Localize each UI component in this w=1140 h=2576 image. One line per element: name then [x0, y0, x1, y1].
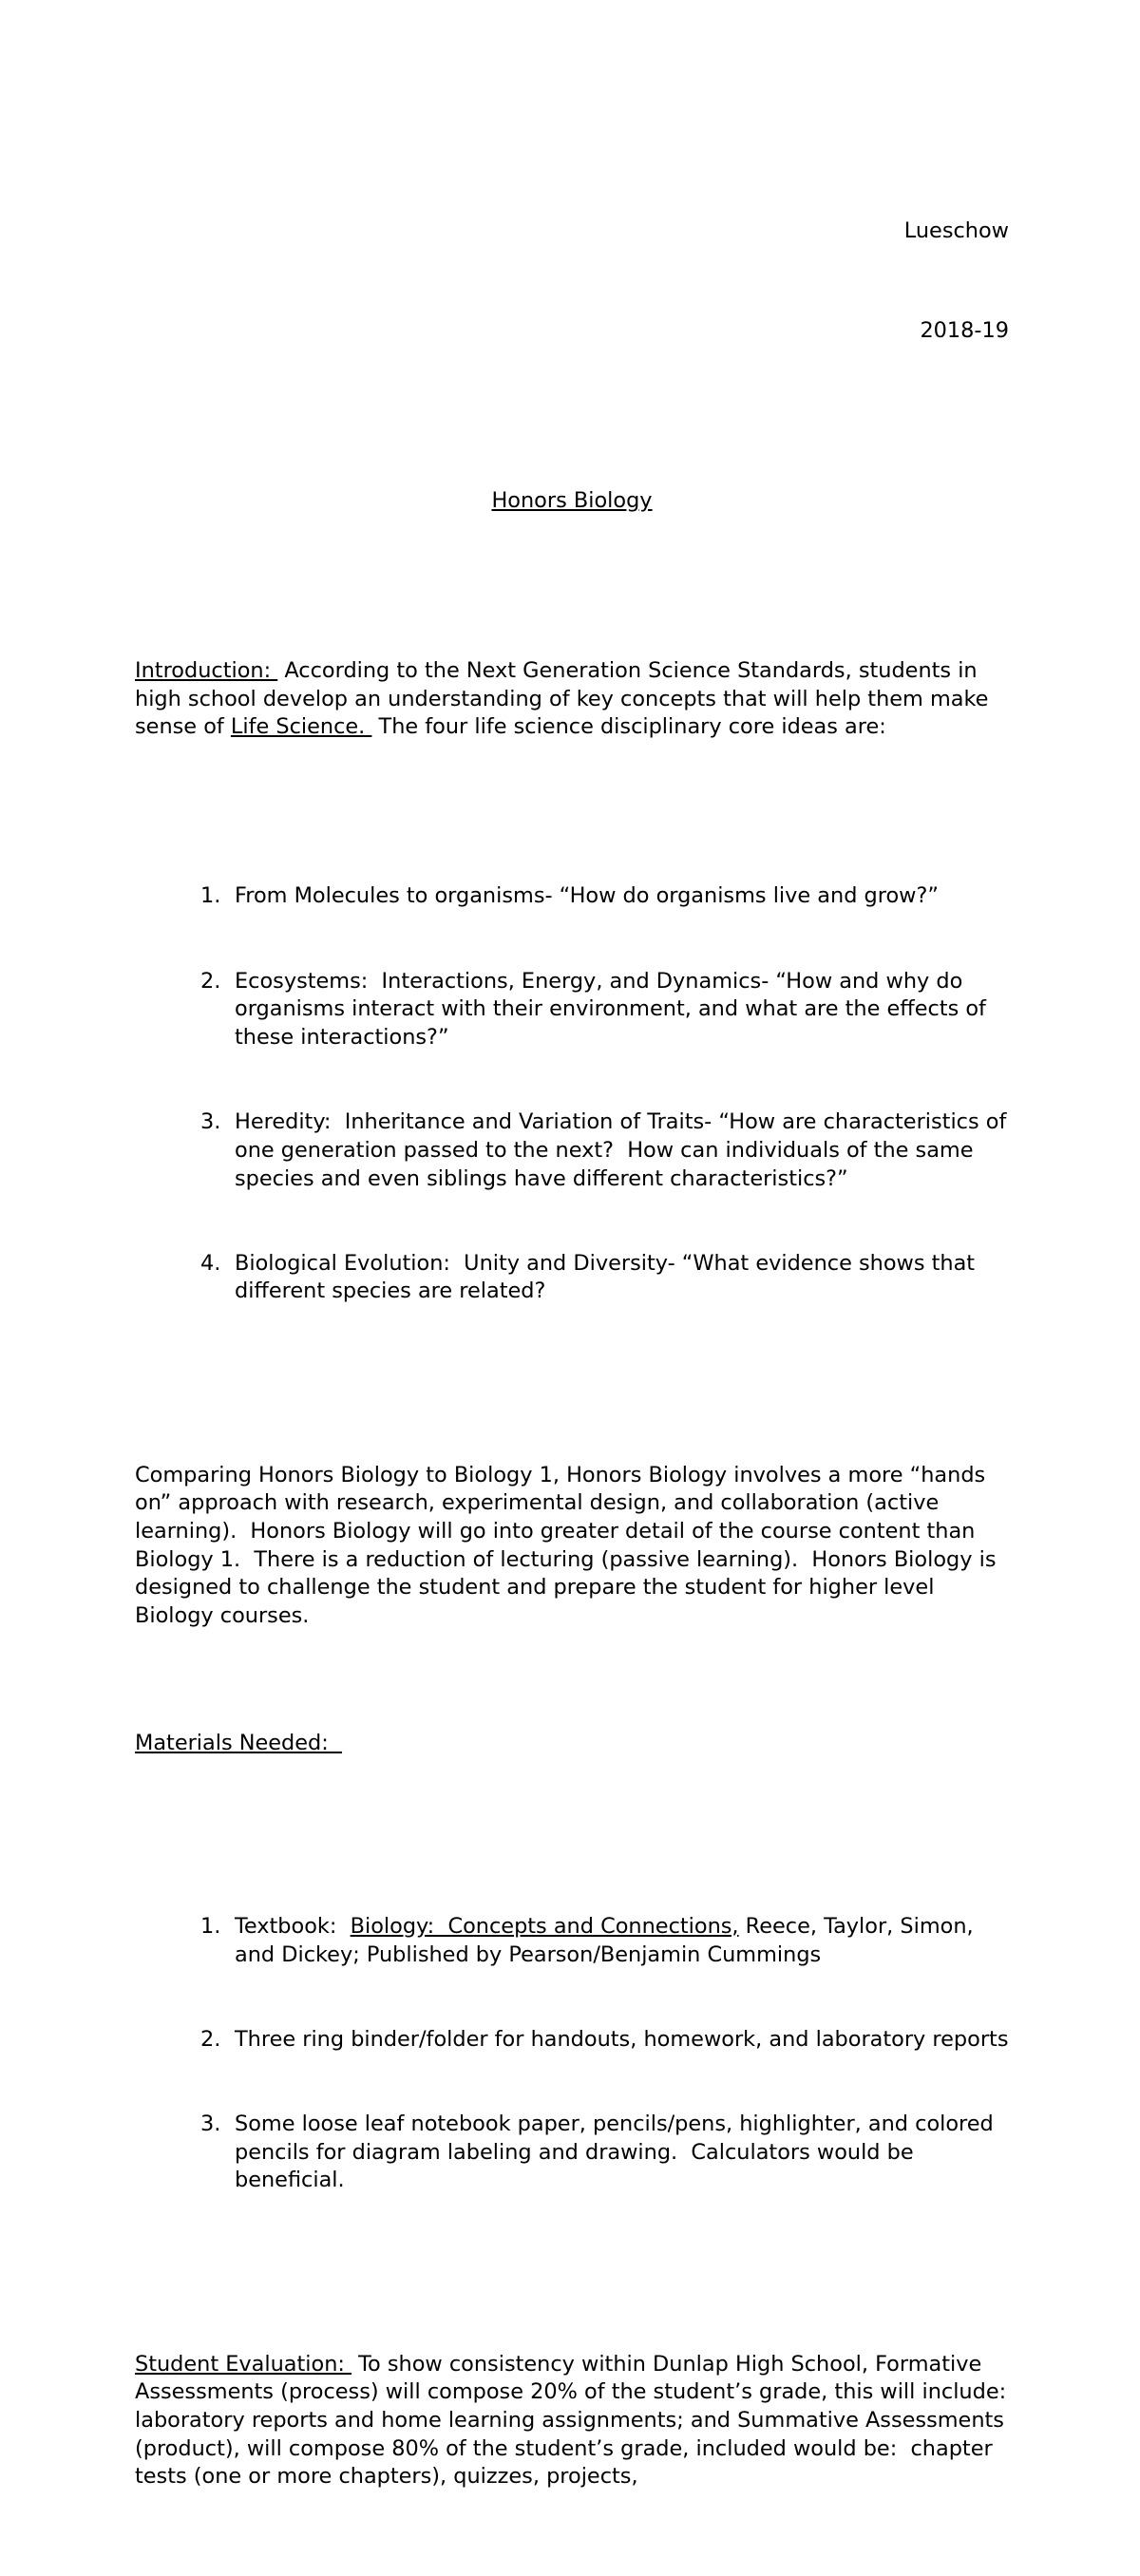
list-text: Some loose leaf notebook paper, pencils/pens, highlighter, and colored pencils for diagram labeling and drawing. Calculators would be beneficial.	[235, 2112, 1000, 2193]
materials-heading	[135, 1730, 1009, 1758]
list-item	[135, 2026, 1009, 2055]
materials-list	[135, 1857, 1009, 2252]
list-number: 3.	[200, 2112, 221, 2136]
list-number: 1.	[200, 883, 221, 909]
list-item	[135, 1108, 1014, 1193]
intro-underlined: Life Science.	[230, 714, 372, 740]
list-item	[135, 968, 1009, 1052]
intro-heading: Introduction:	[135, 657, 278, 683]
document-body	[135, 133, 1020, 2576]
list-text: Heredity: Inheritance and Variation of Traits- “How are characteristics of one generation passed to the next? How can individuals of the same species and even siblings have different characteristics?”	[235, 1109, 1014, 1191]
evaluation-text: To show consistency within Dunlap High School, Formative Assessments (process) will compose 20% of the student’s grade, this will include: laboratory reports and home learning assignments; and Summative Assessments (product), will compose 80% of the student’s grade, included would be: chapter tests (one or more chapters), quizzes, projects,	[135, 2351, 1020, 2490]
list-prefix: Textbook:	[235, 1914, 351, 1940]
list-number: 2.	[200, 968, 221, 994]
list-text: Biological Evolution: Unity and Diversity- “What evidence shows that different species are related?	[235, 1250, 982, 1304]
list-item	[135, 1250, 1009, 1306]
evaluation-heading: Student Evaluation:	[135, 2351, 352, 2377]
intro-text: According to the Next Generation Science Standards, students in high school develop an understanding of key concepts that will help them make sense of	[135, 657, 996, 740]
list-text: Three ring binder/folder for handouts, homework, and laboratory reports	[235, 2026, 1009, 2052]
list-item	[135, 2111, 1009, 2195]
evaluation-paragraph	[135, 2351, 1020, 2492]
list-item	[135, 1913, 1009, 1969]
list-text: Ecosystems: Interactions, Energy, and Dynamics- “How and why do organisms interact with their environment, and what are the effects of these interactions?”	[235, 968, 994, 1050]
list-number: 1.	[200, 1914, 221, 1940]
core-ideas-list	[135, 826, 1014, 1362]
list-item	[135, 882, 1009, 911]
page-title	[135, 487, 1009, 516]
list-number: 2.	[200, 2026, 221, 2052]
list-number: 3.	[200, 1109, 221, 1135]
school-year: 2018-19	[920, 318, 1009, 344]
title-text: Honors Biology	[491, 488, 653, 514]
intro-text-after: The four life science disciplinary core ideas are:	[371, 714, 886, 740]
list-text: Reece, Taylor, Simon, and Dickey; Published by Pearson/Benjamin Cummings	[235, 1914, 980, 1967]
intro-paragraph	[135, 657, 1009, 742]
list-number: 4.	[200, 1250, 221, 1276]
list-text: From Molecules to organisms- “How do organisms live and grow?”	[235, 883, 939, 909]
materials-heading-text: Materials Needed:	[135, 1730, 343, 1755]
textbook-title: Biology: Concepts and Connections,	[350, 1914, 739, 1940]
comparison-paragraph: Comparing Honors Biology to Biology 1, Honors Biology involves a more “hands on” approach with research, experimental design, and collaboration (active learning). Honors Biology will go into greater detail of the course content than Biology 1. There is a reduction of lecturing (passive learning). Honors Biology is designed to challenge the student and prepare the student for higher level Biology courses.	[135, 1462, 1003, 1629]
author-name: Lueschow	[903, 218, 1009, 244]
